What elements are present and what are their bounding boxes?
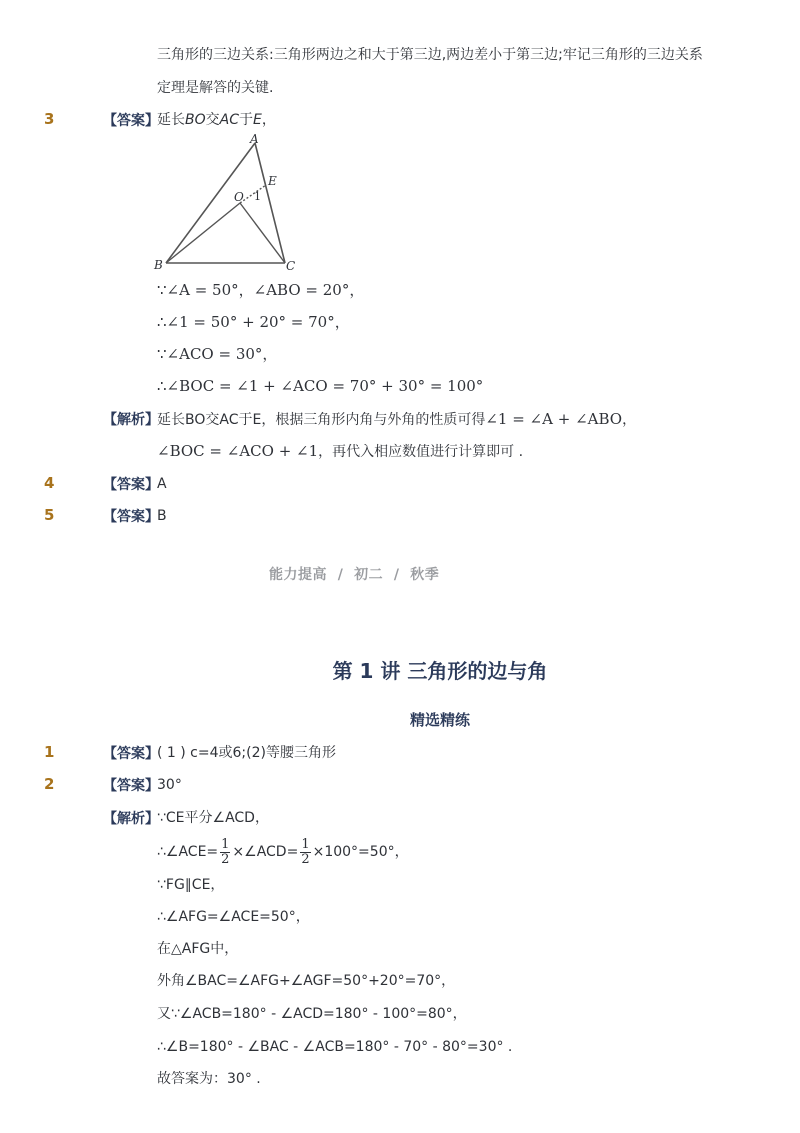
question-number-4: 4 xyxy=(44,474,55,492)
p2-line-2: ∴∠ACE= $\frac{1}{2}$ ×∠ACD= $\frac{1}{2}$ ×100°=50°， xyxy=(157,836,409,867)
fraction-half: $\frac{1}{2}$ xyxy=(221,836,230,867)
q3-step-1: ∵∠A = 50°，∠ABO = 20°， xyxy=(157,281,365,299)
triangle-figure xyxy=(150,132,310,274)
p2-line-4: ∴∠AFG=∠ACE=50°， xyxy=(157,909,310,925)
p2-line-5: 在△AFG中， xyxy=(157,941,239,957)
p2-line-9: 故答案为：30° . xyxy=(157,1071,261,1087)
label-a: A xyxy=(250,132,259,146)
q3-analysis-line-2: ∠BOC = ∠ACO + ∠1，再代入相应数值进行计算即可 . xyxy=(157,442,524,460)
p2-line-1: ∵CE平分∠ACD， xyxy=(157,810,269,826)
question-number-3: 3 xyxy=(44,110,55,128)
p2-line-8: ∴∠B=180° - ∠BAC - ∠ACB=180° - 70° - 80°=30° . xyxy=(157,1039,513,1055)
label-o: O xyxy=(234,190,244,204)
intro-line-2: 定理是解答的关键. xyxy=(157,80,274,96)
chapter-title: 第 1 讲 三角形的边与角 xyxy=(332,659,548,683)
q3-step-3: ∵∠ACO = 30°， xyxy=(157,345,278,363)
answer-tag: 【答案】 xyxy=(103,746,159,762)
label-c: C xyxy=(286,259,296,273)
page-footer: 能力提高 / 初二 / 秋季 xyxy=(269,567,440,583)
answer-tag: 【答案】 xyxy=(103,113,159,129)
extension-oe xyxy=(240,185,266,203)
p2-line-6: 外角∠BAC=∠AFG+∠AGF=50°+20°=70°， xyxy=(157,973,456,989)
answer-tag: 【答案】 xyxy=(103,509,159,525)
answer-tag: 【答案】 xyxy=(103,477,159,493)
question-number-1: 1 xyxy=(44,743,55,761)
section-title: 精选精练 xyxy=(409,711,470,729)
label-b: B xyxy=(154,258,163,272)
fraction-half: $\frac{1}{2}$ xyxy=(301,836,310,867)
question-number-5: 5 xyxy=(44,506,55,524)
answer-tag: 【答案】 xyxy=(103,778,159,794)
q4-answer: A xyxy=(157,476,167,492)
q3-answer-text: 延长BO交AC于E， xyxy=(157,112,276,128)
q3-analysis-line-1: 延长BO交AC于E，根据三角形内角与外角的性质可得∠1 = ∠A + ∠ABO， xyxy=(157,410,637,428)
intro-line-1: 三角形的三边关系:三角形两边之和大于第三边,两边差小于第三边;牢记三角形的三边关系 xyxy=(157,47,703,63)
label-angle-1: 1 xyxy=(254,190,261,203)
q3-step-2: ∴∠1 = 50° + 20° = 70°， xyxy=(157,313,350,331)
analysis-tag: 【解析】 xyxy=(103,412,159,428)
p2-line-7: 又∵∠ACB=180° - ∠ACD=180° - 100°=80°， xyxy=(157,1006,467,1022)
question-number-2: 2 xyxy=(44,775,55,793)
q3-step-4: ∴∠BOC = ∠1 + ∠ACO = 70° + 30° = 100° xyxy=(157,377,484,395)
q5-answer: B xyxy=(157,508,167,524)
p2-line-3: ∵FG∥CE， xyxy=(157,877,225,893)
p1-answer: ( 1 ) c=4或6;(2)等腰三角形 xyxy=(157,745,336,761)
p2-answer: 30° xyxy=(157,777,182,793)
side-ac xyxy=(255,143,285,263)
analysis-tag: 【解析】 xyxy=(103,811,159,827)
label-e: E xyxy=(268,174,277,188)
